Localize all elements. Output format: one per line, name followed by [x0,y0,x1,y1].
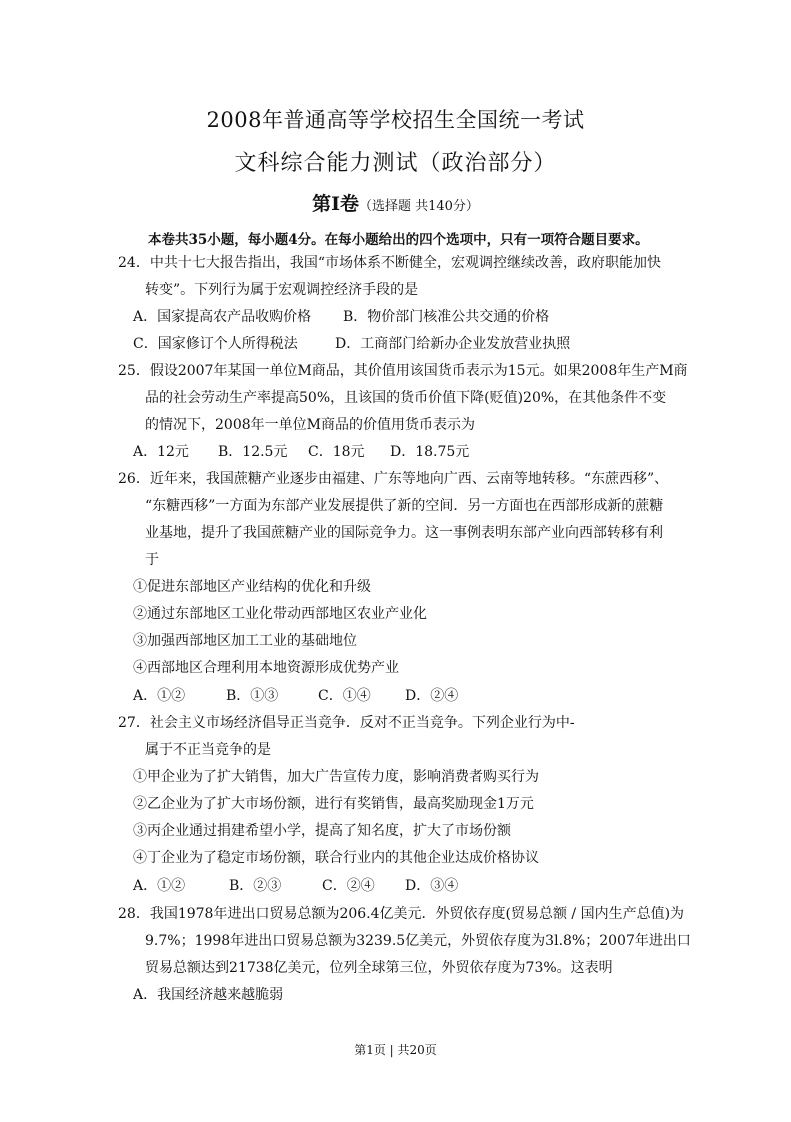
q25-line3: 的情况下，2008年一单位M商品的价值用货币表示为 [145,417,475,433]
q26-line2: “东糖西移”一方面为东部产业发展提供了新的空间．另一方面也在西部形成新的蔗糖 [145,498,664,514]
q24-option-c: C．国家修订个人所得税法 [133,336,298,352]
q26-item2: ②通过东部地区工业化带动西部地区农业产业化 [133,606,427,622]
q27-line2: 属于不正当竞争的是 [145,742,271,758]
section-instruction: 本卷共35小题，每小题4分。在每小题给出的四个选项中，只有一项符合题目要求。 [148,232,649,248]
q26-line1: 26．近年来，我国蔗糖产业逐步由福建、广东等地向广西、云南等地转移。“东蔗西移”、 [118,471,669,487]
q28-option-a: A．我国经济越来越脆弱 [133,987,284,1003]
q25-option-c: C．18元 [308,444,365,460]
q24-line2: 转变”。下列行为属于宏观调控经济手段的是 [145,282,419,298]
q25-line2: 品的社会劳动生产率提高50%，且该国的货币价值下降(贬值)20%，在其他条件不变 [145,390,667,406]
q24-line1: 24．中共十七大报告指出，我国“市场体系不断健全，宏观调控继续改善，政府职能加快 [118,255,661,271]
q26-option-d: D．②④ [405,688,459,704]
section-label: 第Ⅰ卷 [312,193,359,215]
q25-line1: 25．假设2007年某国一单位M商品，其价值用该国货币表示为15元。如果2008年生产M商 [118,363,688,379]
q27-line1: 27．社会主义市场经济倡导正当竞争．反对不正当竞争。下列企业行为中- [118,715,575,731]
q27-item3: ③丙企业通过捐建希望小学，提高了知名度，扩大了市场份额 [133,823,511,839]
exam-subtitle: 文科综合能力测试（政治部分） [234,151,557,176]
q27-item1: ①甲企业为了扩大销售，加大广告宣传力度，影响消费者购买行为 [133,769,539,785]
q26-line4: 于 [145,552,159,568]
exam-title: 2008年普通高等学校招生全国统一考试 [206,108,585,132]
q27-item2: ②乙企业为了扩大市场份额，进行有奖销售，最高奖励现金1万元 [133,796,534,812]
q26-option-a: A．①② [133,688,186,704]
section-note: （选择题 共140分） [358,199,479,214]
q25-option-b: B．12.5元 [218,444,288,460]
q26-item4: ④西部地区合理利用本地资源形成优势产业 [133,660,399,676]
q24-option-b: B．物价部门核准公共交通的价格 [343,309,550,325]
q26-option-b: B．①③ [226,688,279,704]
page-footer: 第1页 | 共20页 [354,1043,437,1057]
q26-option-c: C．①④ [318,688,371,704]
q24-option-a: A．国家提高农产品收购价格 [133,309,312,325]
q27-option-d: D．③④ [405,878,459,894]
q27-item4: ④丁企业为了稳定市场份额，联合行业内的其他企业达成价格协议 [133,850,539,866]
q26-item3: ③加强西部地区加工工业的基础地位 [133,633,357,649]
q27-option-c: C．②④ [322,878,375,894]
q28-line3: 贸易总额达到21738亿美元，位列全球第三位，外贸依存度为73%。这表明 [145,960,613,976]
q26-line3: 业基地，提升了我国蔗糖产业的国际竞争力。这一事例表明东部产业向西部转移有利 [145,525,663,541]
q24-option-d: D．工商部门给新办企业发放营业执照 [335,336,571,352]
q28-line1: 28．我国1978年进出口贸易总额为206.4亿美元．外贸依存度(贸易总额 / 国内生产总值)为 [118,906,685,922]
q26-item1: ①促进东部地区产业结构的优化和升级 [133,579,371,595]
q28-line2: 9.7%；1998年进出口贸易总额为3239.5亿美元，外贸依存度为3l.8%；2007年进出口 [145,933,691,949]
q27-option-a: A．①② [133,878,186,894]
section-heading [0,189,791,216]
q25-option-a: A．12元 [133,444,189,460]
q27-option-b: B．②③ [229,878,282,894]
q25-option-d: D．18.75元 [390,444,470,460]
